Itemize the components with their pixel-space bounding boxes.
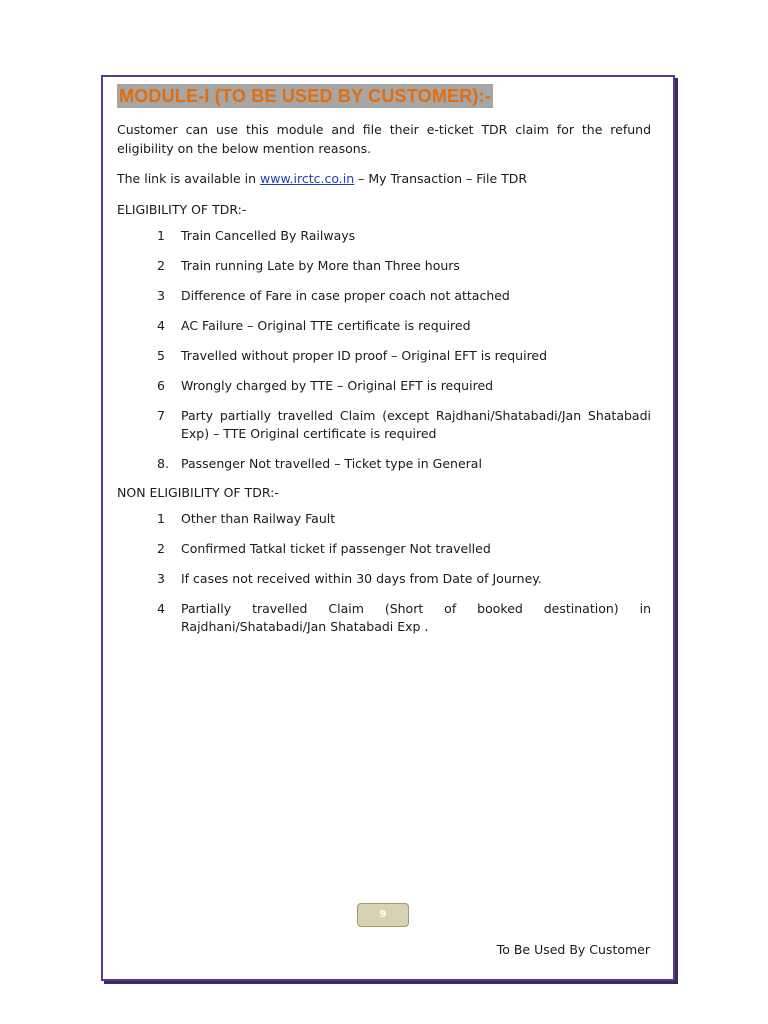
item-text: Train Cancelled By Railways (181, 228, 356, 243)
item-number: 2 (157, 541, 165, 556)
item-text: AC Failure – Original TTE certificate is required (181, 318, 471, 333)
list-item (117, 287, 651, 305)
item-text: Difference of Fare in case proper coach not attached (181, 288, 510, 303)
item-number: 4 (157, 601, 165, 616)
list-item (117, 570, 651, 588)
list-item (117, 510, 651, 528)
item-text: Confirmed Tatkal ticket if passenger Not travelled (181, 541, 491, 556)
item-text: Other than Railway Fault (181, 511, 336, 526)
footer-text: To Be Used By Customer (496, 942, 650, 957)
module-title: MODULE-I (TO BE USED BY CUSTOMER):- (119, 86, 492, 106)
list-item (117, 377, 651, 395)
item-number: 1 (157, 511, 165, 526)
list-item (117, 257, 651, 275)
page-content (117, 84, 651, 648)
item-number: 6 (157, 378, 165, 393)
intro-paragraph: Customer can use this module and file their e-ticket TDR claim for the refund eligibility on the below mention reasons. (117, 122, 651, 156)
link-prefix: The link is available in (117, 171, 261, 186)
list-item (117, 600, 651, 636)
item-text: Train running Late by More than Three hours (181, 258, 460, 273)
link-line (117, 171, 651, 186)
list-item (117, 347, 651, 365)
item-text: Wrongly charged by TTE – Original EFT is required (181, 378, 494, 393)
list-item (117, 540, 651, 558)
list-item (117, 317, 651, 335)
item-text: Passenger Not travelled – Ticket type in General (181, 456, 482, 471)
non-eligibility-heading: NON ELIGIBILITY OF TDR:- (117, 485, 279, 500)
eligibility-list (117, 227, 651, 473)
list-item (117, 227, 651, 245)
item-text: Travelled without proper ID proof – Original EFT is required (181, 348, 548, 363)
item-text: Party partially travelled Claim (except Rajdhani/Shatabadi/Jan Shatabadi Exp) – TTE Original certificate is required (181, 408, 651, 441)
irctc-link[interactable]: www.irctc.co.in (260, 171, 355, 186)
link-suffix: – My Transaction – File TDR (354, 171, 528, 186)
item-number: 1 (157, 228, 165, 243)
item-number: 3 (157, 571, 165, 586)
item-number: 4 (157, 318, 165, 333)
list-item (117, 455, 651, 473)
item-number: 7 (157, 408, 165, 423)
non-eligibility-list (117, 510, 651, 636)
eligibility-heading: ELIGIBILITY OF TDR:- (117, 202, 247, 217)
page-number-badge: 9 (357, 903, 409, 927)
item-text: Partially travelled Claim (Short of booked destination) in Rajdhani/Shatabadi/Jan Shatabadi Exp . (181, 601, 651, 634)
list-item (117, 407, 651, 443)
item-number: 3 (157, 288, 165, 303)
item-number: 5 (157, 348, 165, 363)
item-text: If cases not received within 30 days from Date of Journey. (181, 571, 542, 586)
item-number: 2 (157, 258, 165, 273)
item-number: 8. (157, 456, 169, 471)
